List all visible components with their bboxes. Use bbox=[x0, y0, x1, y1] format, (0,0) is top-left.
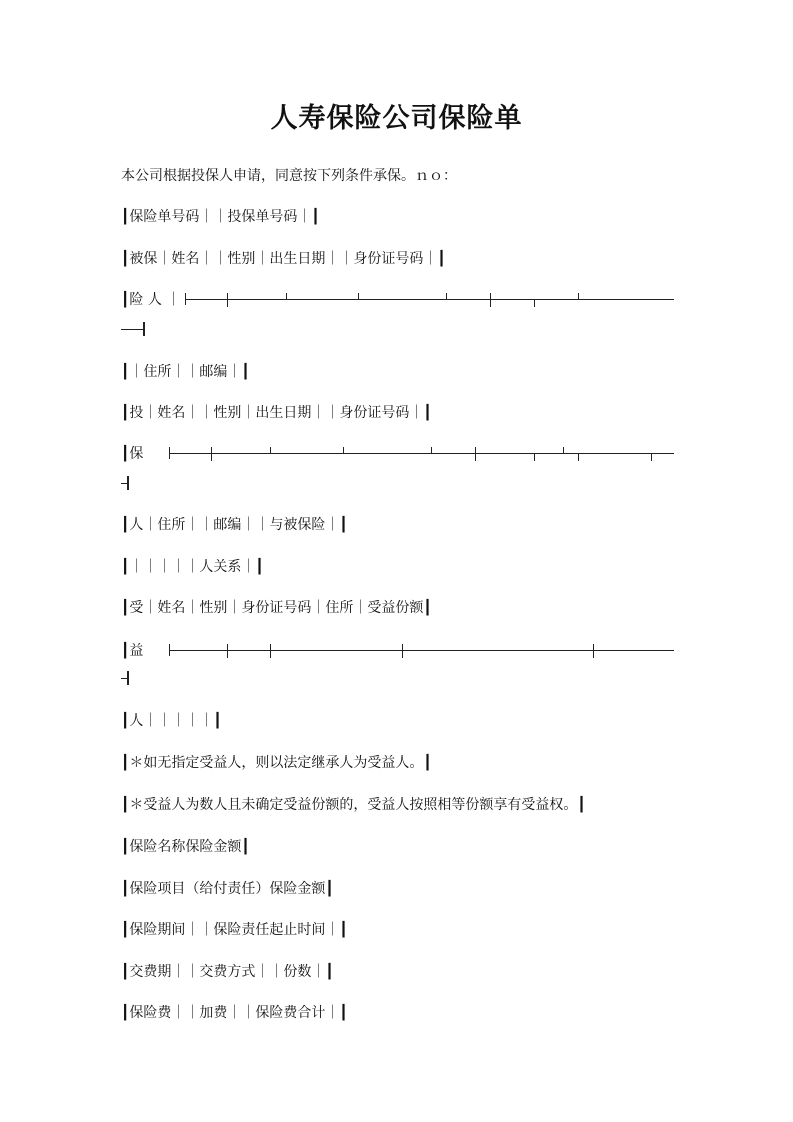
document-title: 人寿保险公司保险单 bbox=[270, 103, 523, 134]
tick bbox=[563, 447, 564, 453]
row-policyholder-address: ┃人｜住所｜｜邮编｜｜与被保险｜┃ bbox=[121, 517, 348, 533]
beneficiary-rule-row bbox=[121, 641, 674, 665]
note-equal-share: ┃＊受益人为数人且未确定受益份额的，受益人按照相等份额享有受益权。┃ bbox=[121, 797, 586, 813]
beneficiary-rule-line bbox=[169, 650, 674, 651]
tick bbox=[534, 453, 535, 461]
insured-rule-row bbox=[121, 290, 674, 314]
tick bbox=[227, 293, 228, 307]
tick bbox=[358, 293, 359, 299]
row-payment-term: ┃交费期｜｜交费方式｜｜份数｜┃ bbox=[121, 964, 334, 980]
row-insured-header: ┃被保｜姓名｜｜性别｜出生日期｜｜身份证号码｜┃ bbox=[121, 251, 446, 267]
tick bbox=[270, 644, 271, 658]
insured-rule-label: ┃险 人 ｜ bbox=[121, 292, 181, 308]
row-policyholder-header: ┃投｜姓名｜｜性别｜出生日期｜｜身份证号码｜┃ bbox=[121, 405, 432, 421]
row-premium: ┃保险费｜｜加费｜｜保险费合计｜┃ bbox=[121, 1005, 348, 1021]
intro-text: 本公司根据投保人申请，同意按下列条件承保。ｎｏ： bbox=[121, 168, 457, 184]
tick bbox=[185, 293, 186, 305]
row-policy-number: ┃保险单号码｜｜投保单号码｜┃ bbox=[121, 209, 320, 225]
row-insurance-name: ┃保险名称保险金额┃ bbox=[121, 839, 250, 855]
tick bbox=[402, 644, 403, 658]
tick bbox=[651, 453, 652, 461]
note-legal-heir: ┃＊如无指定受益人，则以法定继承人为受益人。┃ bbox=[121, 755, 432, 771]
row-relation: ┃｜｜｜｜｜人关系｜┃ bbox=[121, 559, 264, 575]
policyholder-rule-label: ┃保 bbox=[121, 446, 148, 462]
tick bbox=[578, 453, 579, 461]
tick bbox=[578, 293, 579, 299]
tick bbox=[490, 293, 491, 307]
tick bbox=[286, 293, 287, 299]
insured-rule-line bbox=[185, 299, 674, 300]
tick bbox=[169, 644, 170, 656]
row-insurance-item: ┃保险项目（给付责任）保险金额┃ bbox=[121, 881, 334, 897]
tick bbox=[211, 447, 212, 461]
row-beneficiary-header: ┃受｜姓名｜性别｜身份证号码｜住所｜受益份额┃ bbox=[121, 600, 432, 616]
tick bbox=[227, 644, 228, 658]
row-insurance-period: ┃保险期间｜｜保险责任起止时间｜┃ bbox=[121, 922, 348, 938]
policyholder-rule-row bbox=[121, 444, 674, 468]
tick bbox=[534, 299, 535, 307]
row-beneficiary-person: ┃人｜｜｜｜｜┃ bbox=[121, 713, 222, 729]
policyholder-rule-line bbox=[169, 453, 674, 454]
tick bbox=[475, 447, 476, 461]
tick bbox=[169, 447, 170, 459]
tick bbox=[270, 447, 271, 453]
row-insured-address: ┃｜住所｜｜邮编｜┃ bbox=[121, 364, 250, 380]
beneficiary-rule-label: ┃益 bbox=[121, 643, 148, 659]
tick bbox=[593, 644, 594, 658]
tick bbox=[343, 447, 344, 453]
tick bbox=[431, 447, 432, 453]
tick bbox=[446, 293, 447, 299]
